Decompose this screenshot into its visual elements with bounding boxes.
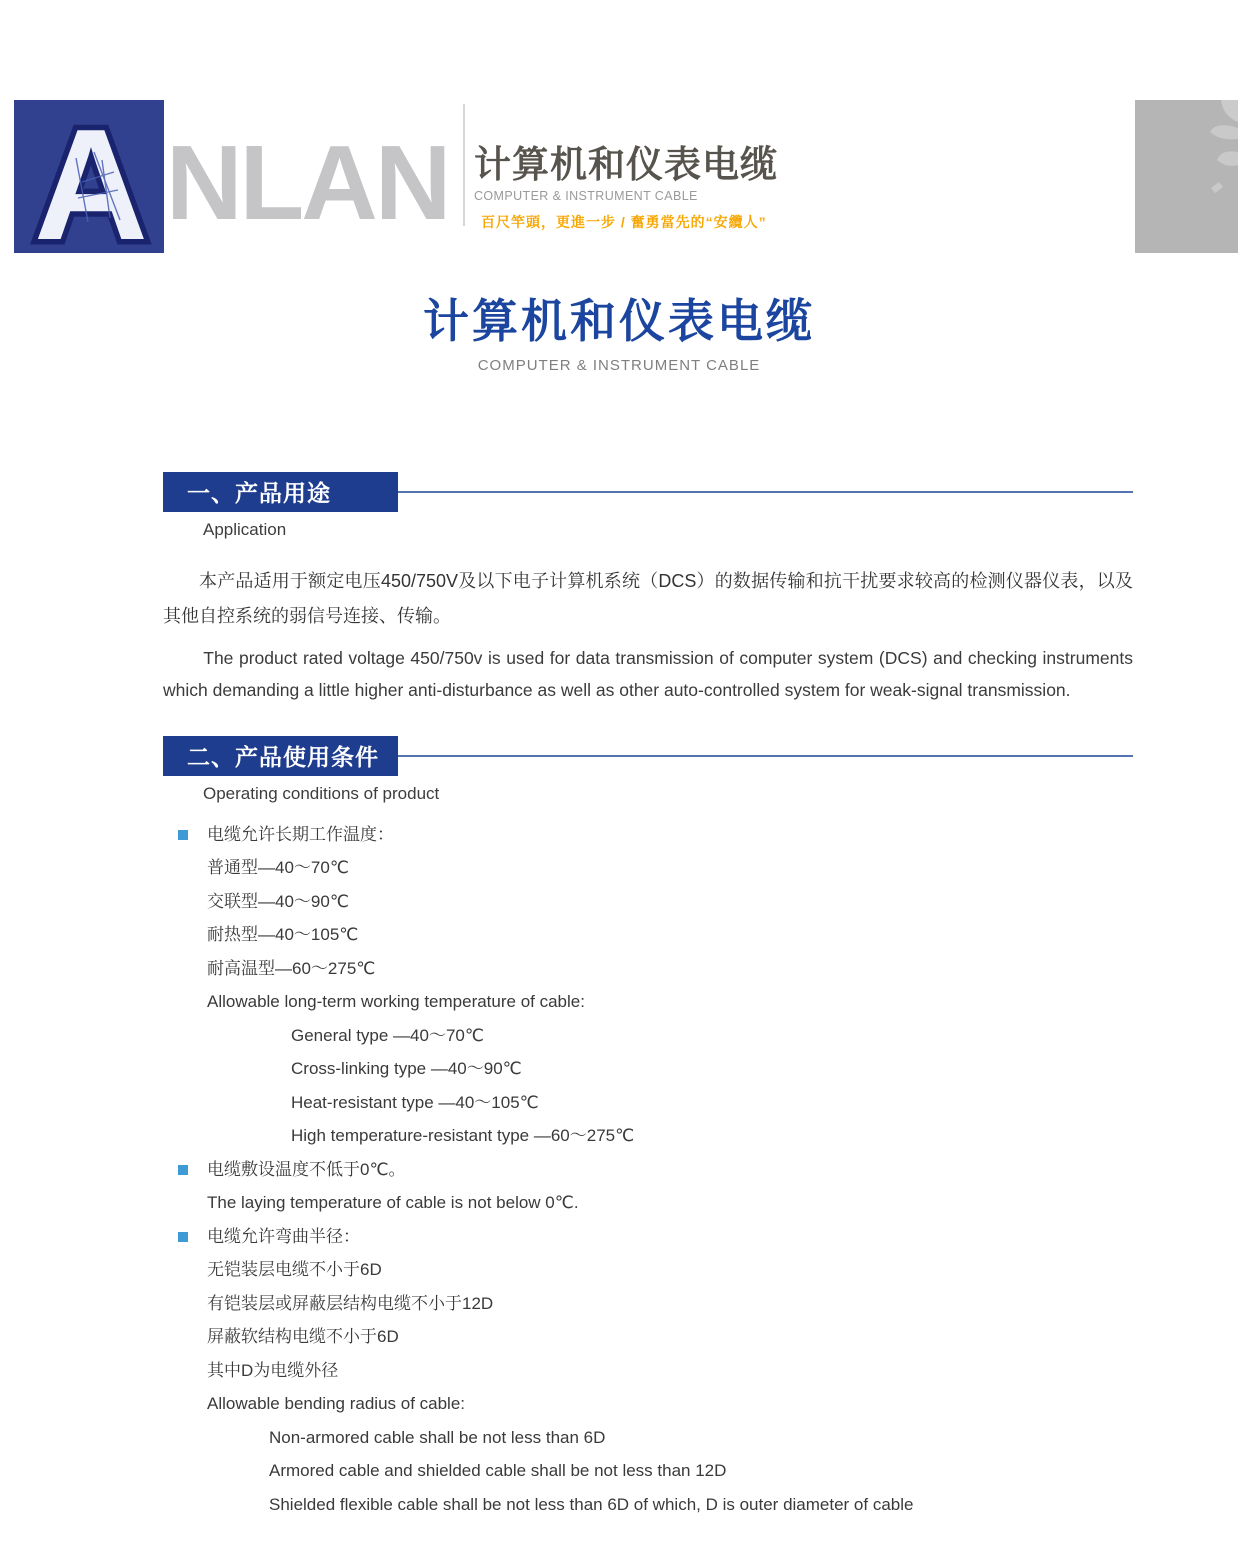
condition-text: Heat-resistant type —40～105℃ <box>291 1092 539 1112</box>
document-body <box>0 253 1238 1521</box>
corner-decoration <box>1135 100 1238 253</box>
condition-text: 无铠装层电缆不小于6D <box>207 1260 382 1280</box>
condition-text: The laying temperature of cable is not below 0℃. <box>207 1193 579 1213</box>
page-header <box>0 100 1238 253</box>
condition-item <box>163 1320 1133 1354</box>
condition-item <box>163 1119 1133 1153</box>
condition-text: Shielded flexible cable shall be not less than 6D of which, D is outer diameter of cable <box>269 1494 914 1514</box>
condition-text: 耐高温型—60～275℃ <box>207 958 376 978</box>
leaf-pattern-icon <box>1135 100 1238 253</box>
svg-text:A: A <box>33 100 149 253</box>
condition-item <box>163 1253 1133 1287</box>
condition-item <box>163 1387 1133 1421</box>
condition-item <box>163 1086 1133 1120</box>
condition-item <box>163 1454 1133 1488</box>
condition-item <box>163 1287 1133 1321</box>
section-1-heading-en: Application <box>203 519 287 539</box>
section-1-heading: 一、产品用途 <box>163 472 398 512</box>
section-1-paragraphs <box>163 564 1133 706</box>
condition-item <box>163 818 1133 852</box>
conditions-list <box>163 818 1133 1522</box>
condition-item <box>163 985 1133 1019</box>
section-2-heading-en: Operating conditions of product <box>203 783 440 803</box>
condition-item <box>163 918 1133 952</box>
condition-text: General type —40～70℃ <box>291 1025 484 1045</box>
condition-item <box>163 1220 1133 1254</box>
section-1-rule <box>398 491 1133 493</box>
condition-item <box>163 851 1133 885</box>
condition-text: Armored cable and shielded cable shall be not less than 12D <box>269 1461 727 1481</box>
anlan-a-icon <box>14 100 164 253</box>
condition-text: 交联型—40～90℃ <box>207 891 349 911</box>
condition-item <box>163 1019 1133 1053</box>
header-product-subtitle: COMPUTER & INSTRUMENT CABLE <box>474 188 698 203</box>
anlan-logo-mark <box>14 100 164 253</box>
condition-text: 电缆敷设温度不低于0℃。 <box>207 1159 406 1179</box>
condition-text: Allowable long-term working temperature of cable: <box>207 992 585 1012</box>
bullet-square-icon <box>178 830 188 840</box>
bullet-square-icon <box>178 1232 188 1242</box>
condition-text: 有铠装层或屏蔽层结构电缆不小于12D <box>207 1293 494 1313</box>
page-subtitle: COMPUTER & INSTRUMENT CABLE <box>477 356 761 374</box>
bullet-square-icon <box>178 1165 188 1175</box>
section-1-heading-row <box>163 472 1133 512</box>
header-divider <box>463 104 465 226</box>
condition-text: Allowable bending radius of cable: <box>207 1394 466 1414</box>
section-2-heading-row <box>163 736 1133 776</box>
condition-text: Non-armored cable shall be not less than 6D <box>269 1427 606 1447</box>
paragraph-zh: 本产品适用于额定电压450/750V及以下电子计算机系统（DCS）的数据传输和抗干扰要求较高的检测仪器仪表，以及其他自控系统的弱信号连接、传输。 <box>163 570 1133 626</box>
section-2-heading: 二、产品使用条件 <box>163 736 398 776</box>
header-text-block <box>474 144 778 232</box>
anlan-logo-word: NLAN <box>166 124 449 242</box>
condition-item <box>163 952 1133 986</box>
header-slogan: 百尺竿頭，更進一步 / 奮勇當先的“安纜人” <box>481 213 767 230</box>
condition-text: Cross-linking type —40～90℃ <box>291 1059 522 1079</box>
condition-item <box>163 1186 1133 1220</box>
condition-text: 普通型—40～70℃ <box>207 858 349 878</box>
condition-item <box>163 1354 1133 1388</box>
condition-text: 其中D为电缆外径 <box>207 1360 339 1380</box>
condition-text: 屏蔽软结构电缆不小于6D <box>207 1327 399 1347</box>
paragraph-en: The product rated voltage 450/750v is used for data transmission of computer system (DCS) and checking instruments which demanding a little higher anti-disturbance as well as other auto-controlled system for weak-signal transmission. <box>163 647 1133 700</box>
condition-text: 电缆允许弯曲半径： <box>207 1226 360 1246</box>
condition-text: 电缆允许长期工作温度： <box>207 824 394 844</box>
page-title: 计算机和仪表电缆 <box>423 295 815 347</box>
condition-item <box>163 1488 1133 1522</box>
document-title <box>0 295 1238 374</box>
condition-item <box>163 885 1133 919</box>
condition-item <box>163 1052 1133 1086</box>
condition-text: 耐热型—40～105℃ <box>207 925 359 945</box>
condition-item <box>163 1421 1133 1455</box>
condition-text: High temperature-resistant type —60～275℃ <box>291 1126 635 1146</box>
header-product-title: 计算机和仪表电缆 <box>474 144 778 185</box>
section-2-rule <box>398 755 1133 757</box>
condition-item <box>163 1153 1133 1187</box>
